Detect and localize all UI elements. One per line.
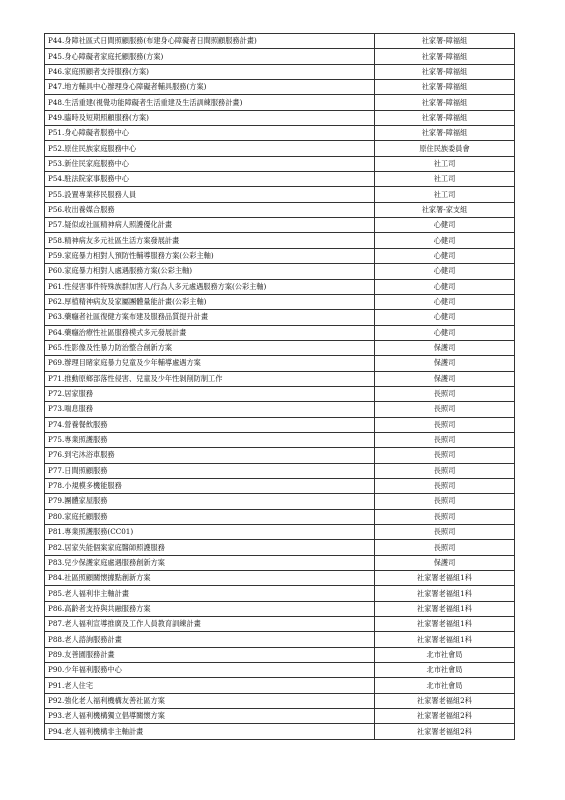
responsible-unit-cell: 社工司 bbox=[375, 187, 515, 202]
program-name-cell: P89.友善園服務計畫 bbox=[45, 647, 375, 662]
responsible-unit-cell: 社家署老福組1科 bbox=[375, 586, 515, 601]
table-row bbox=[45, 432, 515, 447]
table-row bbox=[45, 279, 515, 294]
program-name-cell: P58.精神病友多元社區生活方案發展計畫 bbox=[45, 233, 375, 248]
responsible-unit-cell: 保護司 bbox=[375, 371, 515, 386]
table-row bbox=[45, 709, 515, 724]
program-name-cell: P46.家庭照顧者支持服務(方案) bbox=[45, 64, 375, 79]
responsible-unit-cell: 社家署老福組1科 bbox=[375, 617, 515, 632]
table-row bbox=[45, 233, 515, 248]
responsible-unit-cell: 長照司 bbox=[375, 463, 515, 478]
table-row bbox=[45, 294, 515, 309]
responsible-unit-cell: 社家署-障福組 bbox=[375, 64, 515, 79]
program-name-cell: P62.厚植精神病友及家屬團體量能計畫(公彩主軸) bbox=[45, 294, 375, 309]
responsible-unit-cell: 社家署-家支組 bbox=[375, 202, 515, 217]
responsible-unit-cell: 北市社會局 bbox=[375, 678, 515, 693]
table-row bbox=[45, 601, 515, 616]
responsible-unit-cell: 社家署-障福組 bbox=[375, 126, 515, 141]
responsible-unit-cell: 社工司 bbox=[375, 156, 515, 171]
table-row bbox=[45, 663, 515, 678]
program-name-cell: P45.身心障礙者家庭托顧服務(方案) bbox=[45, 49, 375, 64]
table-row bbox=[45, 310, 515, 325]
program-name-cell: P53.新住民家庭服務中心 bbox=[45, 156, 375, 171]
responsible-unit-cell: 心健司 bbox=[375, 248, 515, 263]
table-row bbox=[45, 34, 515, 49]
table-row bbox=[45, 402, 515, 417]
table-row bbox=[45, 64, 515, 79]
program-name-cell: P72.居家服務 bbox=[45, 386, 375, 401]
table-row bbox=[45, 724, 515, 739]
table-row bbox=[45, 448, 515, 463]
program-name-cell: P57.疑似或社區精神病人照護優化計畫 bbox=[45, 218, 375, 233]
responsible-unit-cell: 長照司 bbox=[375, 402, 515, 417]
responsible-unit-cell: 心健司 bbox=[375, 325, 515, 340]
program-name-cell: P81.專業照護服務(CC01) bbox=[45, 525, 375, 540]
table-row bbox=[45, 647, 515, 662]
table-row bbox=[45, 478, 515, 493]
table-row bbox=[45, 248, 515, 263]
program-name-cell: P79.團體家屋服務 bbox=[45, 494, 375, 509]
program-name-cell: P71.推動原鄉部落性侵害、兒童及少年性剝削防制工作 bbox=[45, 371, 375, 386]
program-name-cell: P92.強化老人福利機構友善社區方案 bbox=[45, 693, 375, 708]
responsible-unit-cell: 社家署老福組1科 bbox=[375, 632, 515, 647]
responsible-unit-cell: 社家署老福組1科 bbox=[375, 571, 515, 586]
program-name-cell: P86.高齡者支持與共融服務方案 bbox=[45, 601, 375, 616]
responsible-unit-cell: 長照司 bbox=[375, 509, 515, 524]
table-row bbox=[45, 141, 515, 156]
program-name-cell: P85.老人福利非主軸計畫 bbox=[45, 586, 375, 601]
table-row bbox=[45, 494, 515, 509]
program-name-cell: P49.臨時及短期照顧服務(方案) bbox=[45, 110, 375, 125]
responsible-unit-cell: 保護司 bbox=[375, 356, 515, 371]
table-row bbox=[45, 693, 515, 708]
program-name-cell: P87.老人福利宣導推廣及工作人員教育訓練計畫 bbox=[45, 617, 375, 632]
responsible-unit-cell: 社家署-障福組 bbox=[375, 34, 515, 49]
table-row bbox=[45, 632, 515, 647]
program-name-cell: P64.藥癮治療性社區服務模式多元發展計畫 bbox=[45, 325, 375, 340]
responsible-unit-cell: 社家署-障福組 bbox=[375, 95, 515, 110]
responsible-unit-cell: 心健司 bbox=[375, 279, 515, 294]
program-name-cell: P48.生活重建(視覺功能障礙者生活重建及生活訓練服務計畫) bbox=[45, 95, 375, 110]
responsible-unit-cell: 長照司 bbox=[375, 386, 515, 401]
program-name-cell: P82.居家失能個案家庭醫師照護服務 bbox=[45, 540, 375, 555]
responsible-unit-cell: 社家署老福組1科 bbox=[375, 601, 515, 616]
responsible-unit-cell: 北市社會局 bbox=[375, 663, 515, 678]
responsible-unit-cell: 保護司 bbox=[375, 555, 515, 570]
program-name-cell: P61.性侵害事件特殊族群加害人/行為人多元處遇服務方案(公彩主軸) bbox=[45, 279, 375, 294]
responsible-unit-cell: 社工司 bbox=[375, 172, 515, 187]
program-name-cell: P59.家庭暴力相對人預防性輔導服務方案(公彩主軸) bbox=[45, 248, 375, 263]
responsible-unit-cell: 社家署老福組2科 bbox=[375, 709, 515, 724]
responsible-unit-cell: 北市社會局 bbox=[375, 647, 515, 662]
responsible-unit-cell: 長照司 bbox=[375, 417, 515, 432]
table-row bbox=[45, 571, 515, 586]
table-row bbox=[45, 49, 515, 64]
table-row bbox=[45, 264, 515, 279]
program-name-cell: P78.小規模多機能服務 bbox=[45, 478, 375, 493]
responsible-unit-cell: 心健司 bbox=[375, 218, 515, 233]
responsible-unit-cell: 長照司 bbox=[375, 478, 515, 493]
program-name-cell: P77.日間照顧服務 bbox=[45, 463, 375, 478]
table-row bbox=[45, 525, 515, 540]
program-name-cell: P63.藥癮者社區復健方案布建及服務品質提升計畫 bbox=[45, 310, 375, 325]
program-name-cell: P90.少年福利服務中心 bbox=[45, 663, 375, 678]
responsible-unit-cell: 心健司 bbox=[375, 233, 515, 248]
program-name-cell: P52.原住民族家庭服務中心 bbox=[45, 141, 375, 156]
responsible-unit-cell: 長照司 bbox=[375, 540, 515, 555]
program-name-cell: P51.身心障礙者服務中心 bbox=[45, 126, 375, 141]
table-row bbox=[45, 340, 515, 355]
program-name-cell: P55.設置專業移民服務人員 bbox=[45, 187, 375, 202]
responsible-unit-cell: 社家署-障福組 bbox=[375, 80, 515, 95]
program-name-cell: P80.家庭托顧服務 bbox=[45, 509, 375, 524]
program-name-cell: P44.身障社區式日間照顧服務(布建身心障礙者日間照顧服務計畫) bbox=[45, 34, 375, 49]
responsible-unit-cell: 長照司 bbox=[375, 448, 515, 463]
responsible-unit-cell: 社家署老福組2科 bbox=[375, 693, 515, 708]
responsible-unit-cell: 社家署-障福組 bbox=[375, 110, 515, 125]
responsible-unit-cell: 心健司 bbox=[375, 310, 515, 325]
responsible-unit-cell: 保護司 bbox=[375, 340, 515, 355]
table-row bbox=[45, 126, 515, 141]
program-name-cell: P91.老人住宅 bbox=[45, 678, 375, 693]
program-name-cell: P83.兒少保護家庭處遇服務創新方案 bbox=[45, 555, 375, 570]
program-name-cell: P56.收出養媒合服務 bbox=[45, 202, 375, 217]
table-row bbox=[45, 218, 515, 233]
program-table-body bbox=[45, 34, 515, 740]
table-row bbox=[45, 110, 515, 125]
table-row bbox=[45, 325, 515, 340]
table-row bbox=[45, 95, 515, 110]
program-name-cell: P60.家庭暴力相對人處遇服務方案(公彩主軸) bbox=[45, 264, 375, 279]
table-row bbox=[45, 371, 515, 386]
program-name-cell: P76.到宅沐浴車服務 bbox=[45, 448, 375, 463]
responsible-unit-cell: 心健司 bbox=[375, 264, 515, 279]
table-row bbox=[45, 80, 515, 95]
responsible-unit-cell: 原住民族委員會 bbox=[375, 141, 515, 156]
table-row bbox=[45, 463, 515, 478]
responsible-unit-cell: 心健司 bbox=[375, 294, 515, 309]
program-name-cell: P54.駐法院家事服務中心 bbox=[45, 172, 375, 187]
program-name-cell: P47.地方輔具中心辦理身心障礙者輔具服務(方案) bbox=[45, 80, 375, 95]
table-row bbox=[45, 417, 515, 432]
program-name-cell: P65.性影像及性暴力防治整合創新方案 bbox=[45, 340, 375, 355]
program-name-cell: P88.老人諮詢服務計畫 bbox=[45, 632, 375, 647]
responsible-unit-cell: 社家署老福組2科 bbox=[375, 724, 515, 739]
table-row bbox=[45, 187, 515, 202]
responsible-unit-cell: 長照司 bbox=[375, 494, 515, 509]
responsible-unit-cell: 長照司 bbox=[375, 525, 515, 540]
table-row bbox=[45, 540, 515, 555]
program-name-cell: P93.老人福利機構獨立倡導關懷方案 bbox=[45, 709, 375, 724]
table-row bbox=[45, 586, 515, 601]
table-row bbox=[45, 617, 515, 632]
table-row bbox=[45, 202, 515, 217]
program-name-cell: P94.老人福利機構非主軸計畫 bbox=[45, 724, 375, 739]
program-name-cell: P74.營養餐飲服務 bbox=[45, 417, 375, 432]
program-name-cell: P73.喘息服務 bbox=[45, 402, 375, 417]
table-row bbox=[45, 172, 515, 187]
table-row bbox=[45, 156, 515, 171]
table-row bbox=[45, 678, 515, 693]
responsible-unit-cell: 長照司 bbox=[375, 432, 515, 447]
table-row bbox=[45, 386, 515, 401]
table-row bbox=[45, 509, 515, 524]
program-name-cell: P69.辦理目睹家庭暴力兒童及少年輔導處遇方案 bbox=[45, 356, 375, 371]
program-name-cell: P84.社區照顧關懷據點創新方案 bbox=[45, 571, 375, 586]
responsible-unit-cell: 社家署-障福組 bbox=[375, 49, 515, 64]
program-table bbox=[44, 33, 515, 740]
table-row bbox=[45, 555, 515, 570]
table-row bbox=[45, 356, 515, 371]
program-name-cell: P75.專業照護服務 bbox=[45, 432, 375, 447]
